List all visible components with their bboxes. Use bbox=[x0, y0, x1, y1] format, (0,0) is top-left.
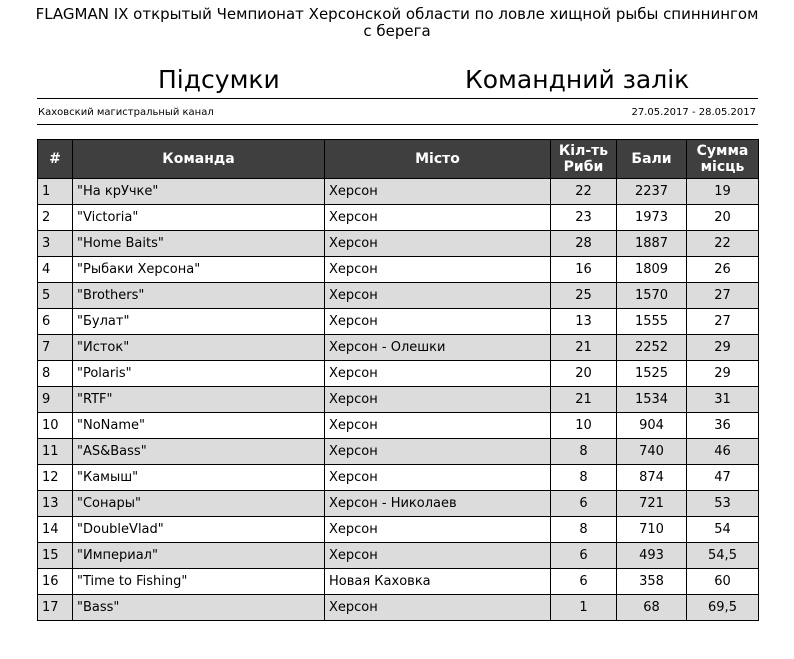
cell-city: Херсон bbox=[325, 543, 551, 569]
cell-place: 7 bbox=[38, 335, 73, 361]
cell-points: 1570 bbox=[617, 283, 687, 309]
results-table-body bbox=[38, 179, 759, 621]
team-standings-heading: Командний залік bbox=[465, 65, 690, 94]
cell-fish-count: 28 bbox=[551, 231, 617, 257]
cell-points: 710 bbox=[617, 517, 687, 543]
column-header-place: # bbox=[38, 140, 73, 179]
cell-fish-count: 8 bbox=[551, 517, 617, 543]
cell-team: "Булат" bbox=[73, 309, 325, 335]
cell-place: 11 bbox=[38, 439, 73, 465]
cell-place: 8 bbox=[38, 361, 73, 387]
cell-place: 3 bbox=[38, 231, 73, 257]
cell-place-sum: 27 bbox=[687, 283, 759, 309]
cell-place-sum: 27 bbox=[687, 309, 759, 335]
table-row bbox=[38, 257, 759, 283]
cell-team: "Камыш" bbox=[73, 465, 325, 491]
cell-team: "Time to Fishing" bbox=[73, 569, 325, 595]
table-row bbox=[38, 543, 759, 569]
cell-points: 1973 bbox=[617, 205, 687, 231]
cell-fish-count: 25 bbox=[551, 283, 617, 309]
cell-place: 17 bbox=[38, 595, 73, 621]
cell-place: 1 bbox=[38, 179, 73, 205]
cell-city: Херсон bbox=[325, 465, 551, 491]
cell-city: Херсон bbox=[325, 283, 551, 309]
cell-city: Херсон bbox=[325, 205, 551, 231]
cell-place: 10 bbox=[38, 413, 73, 439]
cell-place-sum: 54 bbox=[687, 517, 759, 543]
bottom-divider bbox=[37, 124, 758, 125]
cell-city: Херсон bbox=[325, 387, 551, 413]
cell-fish-count: 6 bbox=[551, 569, 617, 595]
cell-team: "RTF" bbox=[73, 387, 325, 413]
table-row bbox=[38, 205, 759, 231]
cell-points: 721 bbox=[617, 491, 687, 517]
cell-team: "Рыбаки Херсона" bbox=[73, 257, 325, 283]
cell-fish-count: 6 bbox=[551, 491, 617, 517]
cell-team: "Polaris" bbox=[73, 361, 325, 387]
cell-place-sum: 19 bbox=[687, 179, 759, 205]
cell-fish-count: 1 bbox=[551, 595, 617, 621]
cell-place-sum: 31 bbox=[687, 387, 759, 413]
table-row bbox=[38, 413, 759, 439]
results-table bbox=[37, 139, 759, 621]
cell-place-sum: 22 bbox=[687, 231, 759, 257]
event-title: FLAGMAN IX открытый Чемпионат Херсонской области по ловле хищной рыбы спиннингом с берега bbox=[35, 5, 759, 40]
cell-place: 9 bbox=[38, 387, 73, 413]
cell-city: Херсон bbox=[325, 257, 551, 283]
cell-city: Херсон bbox=[325, 439, 551, 465]
column-header-team: Команда bbox=[73, 140, 325, 179]
table-row bbox=[38, 179, 759, 205]
cell-team: "DoubleVlad" bbox=[73, 517, 325, 543]
cell-place-sum: 20 bbox=[687, 205, 759, 231]
table-row bbox=[38, 439, 759, 465]
table-row bbox=[38, 283, 759, 309]
cell-points: 2252 bbox=[617, 335, 687, 361]
cell-points: 1525 bbox=[617, 361, 687, 387]
cell-place-sum: 47 bbox=[687, 465, 759, 491]
cell-city: Херсон bbox=[325, 413, 551, 439]
cell-fish-count: 8 bbox=[551, 465, 617, 491]
cell-points: 1555 bbox=[617, 309, 687, 335]
results-heading: Підсумки bbox=[158, 65, 280, 94]
cell-place: 6 bbox=[38, 309, 73, 335]
cell-place-sum: 29 bbox=[687, 361, 759, 387]
table-row bbox=[38, 361, 759, 387]
table-row bbox=[38, 595, 759, 621]
cell-place: 14 bbox=[38, 517, 73, 543]
cell-fish-count: 13 bbox=[551, 309, 617, 335]
cell-points: 493 bbox=[617, 543, 687, 569]
cell-points: 1887 bbox=[617, 231, 687, 257]
cell-team: "На крУчке" bbox=[73, 179, 325, 205]
cell-points: 740 bbox=[617, 439, 687, 465]
column-header-points: Бали bbox=[617, 140, 687, 179]
table-row bbox=[38, 465, 759, 491]
table-row bbox=[38, 569, 759, 595]
cell-team: "Bass" bbox=[73, 595, 325, 621]
cell-team: "Сонары" bbox=[73, 491, 325, 517]
cell-team: "Brothers" bbox=[73, 283, 325, 309]
table-row bbox=[38, 491, 759, 517]
cell-place: 4 bbox=[38, 257, 73, 283]
cell-place-sum: 69,5 bbox=[687, 595, 759, 621]
cell-city: Херсон bbox=[325, 361, 551, 387]
cell-place: 13 bbox=[38, 491, 73, 517]
cell-fish-count: 6 bbox=[551, 543, 617, 569]
cell-city: Херсон bbox=[325, 595, 551, 621]
cell-points: 2237 bbox=[617, 179, 687, 205]
cell-city: Херсон bbox=[325, 231, 551, 257]
cell-place: 16 bbox=[38, 569, 73, 595]
column-header-fish-count: Кіл-ть Риби bbox=[551, 140, 617, 179]
cell-place-sum: 53 bbox=[687, 491, 759, 517]
cell-place-sum: 26 bbox=[687, 257, 759, 283]
column-header-city: Місто bbox=[325, 140, 551, 179]
table-header-row bbox=[38, 140, 759, 179]
cell-city: Херсон - Николаев bbox=[325, 491, 551, 517]
cell-points: 358 bbox=[617, 569, 687, 595]
cell-team: "AS&Bass" bbox=[73, 439, 325, 465]
cell-place-sum: 36 bbox=[687, 413, 759, 439]
cell-team: "Victoria" bbox=[73, 205, 325, 231]
cell-team: "Империал" bbox=[73, 543, 325, 569]
cell-fish-count: 21 bbox=[551, 387, 617, 413]
table-row bbox=[38, 517, 759, 543]
cell-city: Херсон - Олешки bbox=[325, 335, 551, 361]
cell-place-sum: 46 bbox=[687, 439, 759, 465]
column-header-place-sum: Сумма місць bbox=[687, 140, 759, 179]
cell-fish-count: 8 bbox=[551, 439, 617, 465]
venue-label: Каховский магистральный канал bbox=[38, 107, 214, 118]
cell-team: "NoName" bbox=[73, 413, 325, 439]
cell-place: 12 bbox=[38, 465, 73, 491]
table-row bbox=[38, 231, 759, 257]
cell-fish-count: 10 bbox=[551, 413, 617, 439]
top-divider bbox=[37, 98, 758, 99]
cell-place-sum: 60 bbox=[687, 569, 759, 595]
table-row bbox=[38, 387, 759, 413]
table-row bbox=[38, 335, 759, 361]
cell-team: "Home Baits" bbox=[73, 231, 325, 257]
cell-city: Херсон bbox=[325, 517, 551, 543]
cell-fish-count: 21 bbox=[551, 335, 617, 361]
cell-place: 5 bbox=[38, 283, 73, 309]
cell-city: Херсон bbox=[325, 179, 551, 205]
cell-place: 2 bbox=[38, 205, 73, 231]
cell-city: Новая Каховка bbox=[325, 569, 551, 595]
cell-points: 904 bbox=[617, 413, 687, 439]
cell-place-sum: 29 bbox=[687, 335, 759, 361]
date-range: 27.05.2017 - 28.05.2017 bbox=[631, 107, 756, 118]
cell-fish-count: 20 bbox=[551, 361, 617, 387]
cell-fish-count: 16 bbox=[551, 257, 617, 283]
cell-points: 1534 bbox=[617, 387, 687, 413]
cell-points: 874 bbox=[617, 465, 687, 491]
cell-place-sum: 54,5 bbox=[687, 543, 759, 569]
cell-team: "Исток" bbox=[73, 335, 325, 361]
cell-points: 68 bbox=[617, 595, 687, 621]
cell-points: 1809 bbox=[617, 257, 687, 283]
cell-place: 15 bbox=[38, 543, 73, 569]
table-row bbox=[38, 309, 759, 335]
cell-city: Херсон bbox=[325, 309, 551, 335]
cell-fish-count: 22 bbox=[551, 179, 617, 205]
cell-fish-count: 23 bbox=[551, 205, 617, 231]
